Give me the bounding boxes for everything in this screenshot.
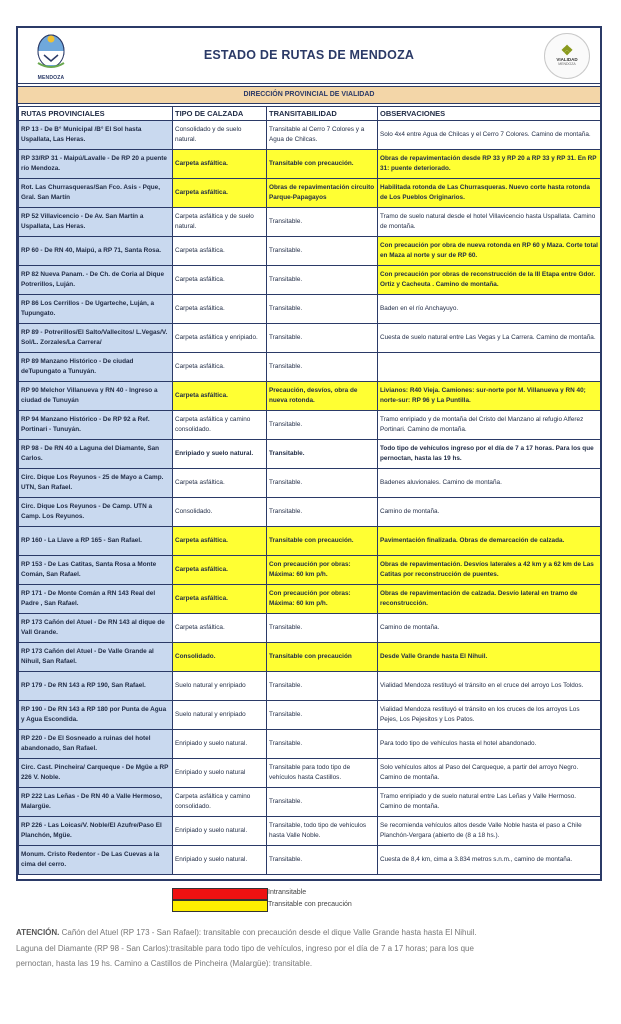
surface-type-cell: Consolidado. [173, 498, 267, 527]
table-row [19, 382, 601, 411]
route-name-cell: RP 153 - De Las Catitas, Santa Rosa a Monte Comán, San Rafael. [19, 556, 173, 585]
route-name-cell: RP 173 Cañón del Atuel - De RN 143 al dique de Vall Grande. [19, 614, 173, 643]
observations-cell: Solo 4x4 entre Agua de Chilcas y el Cerro 7 Colores. Camino de montaña. [378, 121, 601, 150]
observations-cell: Cuesta de suelo natural entre Las Vegas y La Carrera. Camino de montaña. [378, 324, 601, 353]
surface-type-cell: Carpeta asfáltica. [173, 585, 267, 614]
surface-type-cell: Carpeta asfáltica. [173, 295, 267, 324]
table-row [19, 237, 601, 266]
observations-cell: Para todo tipo de vehículos hasta el hotel abandonado. [378, 730, 601, 759]
passability-cell: Transitable. [267, 469, 378, 498]
surface-type-cell: Carpeta asfáltica. [173, 382, 267, 411]
observations-cell [378, 353, 601, 382]
passability-cell: Con precaución por obras: Máxima: 60 km p/h. [267, 556, 378, 585]
passability-cell: Transitable con precaución. [267, 527, 378, 556]
table-row [19, 672, 601, 701]
table-row [19, 498, 601, 527]
route-name-cell: RP 52 Villavicencio - De Av. San Martín a Uspallata, Las Heras. [19, 208, 173, 237]
route-name-cell: RP 190 - De RN 143 a RP 180 por Punta de Agua y Agua Escondida. [19, 701, 173, 730]
observations-cell: Desde Valle Grande hasta El Nihuil. [378, 643, 601, 672]
surface-type-cell: Carpeta asfáltica y camino consolidado. [173, 411, 267, 440]
vialidad-logo-sub: MENDOZA [558, 62, 576, 66]
passability-cell: Transitable. [267, 788, 378, 817]
report-frame [16, 26, 602, 881]
table-row [19, 614, 601, 643]
observations-cell: Se recomienda vehículos altos desde Valle Noble hasta el paso a Chile Planchón-Vergara (abierto de (8 a 18 hs.). [378, 817, 601, 846]
passability-cell: Precaución, desvíos, obra de nueva rotonda. [267, 382, 378, 411]
routes-table [18, 106, 601, 875]
table-row [19, 324, 601, 353]
route-name-cell: RP 82 Nueva Panam. - De Ch. de Coria al Dique Potrerillos, Luján. [19, 266, 173, 295]
passability-cell: Transitable. [267, 353, 378, 382]
route-name-cell: Rot. Las Churrasqueras/San Fco. Asis - Pque, Gral. San Martín [19, 179, 173, 208]
observations-cell: Con precaución por obra de nueva rotonda en RP 60 y Maza. Corte total en Maza al norte y sur de RP 60. [378, 237, 601, 266]
route-name-cell: RP 94 Manzano Histórico - De RP 92 a Ref. Portinari - Tunuyán. [19, 411, 173, 440]
page-title: ESTADO DE RUTAS DE MENDOZA [203, 48, 415, 62]
route-name-cell: RP 160 - La Llave a RP 165 - San Rafael. [19, 527, 173, 556]
table-row [19, 701, 601, 730]
passability-cell: Transitable. [267, 846, 378, 875]
passability-cell: Obras de repavimentación circuito Parque-Papagayos [267, 179, 378, 208]
passability-cell: Con precaución por obras: Máxima: 60 km p/h. [267, 585, 378, 614]
table-row [19, 643, 601, 672]
route-name-cell: RP 173 Cañón del Atuel - De Valle Grande al Nihuil, San Rafael. [19, 643, 173, 672]
route-name-cell: RP 89 Manzano Histórico - De ciudad deTupungato a Tunuyán. [19, 353, 173, 382]
passability-cell: Transitable para todo tipo de vehículos hasta Castillos. [267, 759, 378, 788]
passability-cell: Transitable al Cerro 7 Colores y a Agua de Chilcas. [267, 121, 378, 150]
surface-type-cell: Carpeta asfáltica. [173, 527, 267, 556]
passability-cell: Transitable. [267, 672, 378, 701]
table-row [19, 585, 601, 614]
route-name-cell: RP 179 - De RN 143 a RP 190, San Rafael. [19, 672, 173, 701]
surface-type-cell: Carpeta asfáltica. [173, 614, 267, 643]
route-name-cell: RP 226 - Las Loicas/V. Noble/El Azufre/Paso El Planchón, Mgüe. [19, 817, 173, 846]
table-row [19, 411, 601, 440]
passability-cell: Transitable. [267, 701, 378, 730]
observations-cell: Solo vehículos altos al Paso del Carqueque, a partir del arroyo Negro. Camino de montaña. [378, 759, 601, 788]
observations-cell: Obras de repavimentación desde RP 33 y RP 20 a RP 33 y RP 31. En RP 31: puente deteriorado. [378, 150, 601, 179]
table-row [19, 208, 601, 237]
surface-type-cell: Enripiado y suelo natural. [173, 846, 267, 875]
observations-cell: Tramo enripiado y de suelo natural entre Las Leñas y Valle Hermoso. Camino de montaña. [378, 788, 601, 817]
surface-type-cell: Consolidado y de suelo natural. [173, 121, 267, 150]
mendoza-logo-label: MENDOZA [37, 75, 65, 81]
table-row [19, 469, 601, 498]
surface-type-cell: Enripiado y suelo natural. [173, 817, 267, 846]
attention-label: ATENCIÓN. [16, 928, 60, 937]
passability-cell: Transitable. [267, 324, 378, 353]
observations-cell: Baden en el río Anchayuyo. [378, 295, 601, 324]
surface-type-cell: Suelo natural y enripiado [173, 672, 267, 701]
surface-type-cell: Carpeta asfáltica. [173, 266, 267, 295]
table-row [19, 817, 601, 846]
legend-swatch-red [172, 888, 268, 900]
table-row [19, 150, 601, 179]
column-header-rutas: RUTAS PROVINCIALES [19, 107, 173, 121]
table-row [19, 266, 601, 295]
observations-cell: Habilitada rotonda de Las Churrasqueras. Nuevo corte hasta rotonda de Los Pueblos Originarios. [378, 179, 601, 208]
passability-cell: Transitable. [267, 295, 378, 324]
observations-cell: Con precaución por obras de reconstrucción de la III Etapa entre Gdor. Ortiz y Cacheuta . Camino de montaña. [378, 266, 601, 295]
route-name-cell: Circ. Dique Los Reyunos - 25 de Mayo a Camp. UTN, San Rafael. [19, 469, 173, 498]
observations-cell: Cuesta de 8,4 km, cima a 3.834 metros s.n.m., camino de montaña. [378, 846, 601, 875]
route-name-cell: RP 33/RP 31 - Maipú/Lavalle - De RP 20 a puente río Mendoza. [19, 150, 173, 179]
column-header-observaciones: OBSERVACIONES [378, 107, 601, 121]
column-header-calzada: TIPO DE CALZADA [173, 107, 267, 121]
passability-cell: Transitable con precaución [267, 643, 378, 672]
table-row [19, 730, 601, 759]
surface-type-cell: Enripiado y suelo natural [173, 759, 267, 788]
attention-note [16, 925, 604, 972]
table-row [19, 179, 601, 208]
route-name-cell: Circ. Dique Los Reyunos - De Camp. UTN a Camp. Los Reyunos. [19, 498, 173, 527]
attention-text-3: pernoctan, hasta las 19 hs. Camino a Castillos de Pincheira (Malargüe): transitable. [16, 959, 313, 968]
surface-type-cell: Carpeta asfáltica. [173, 556, 267, 585]
route-name-cell: Monum. Cristo Redentor - De Las Cuevas a la cima del cerro. [19, 846, 173, 875]
route-name-cell: RP 13 - De B° Municipal /B° El Sol hasta Uspallata, Las Heras. [19, 121, 173, 150]
observations-cell: Todo tipo de vehículos ingreso por el día de 7 a 17 horas. Para los que pernoctan, hasta las 19 hs. [378, 440, 601, 469]
attention-text-2: Laguna del Diamante (RP 98 - San Carlos):trasitable para todo tipo de vehículos, ingreso por el día de 7 a 17 horas; para los que [16, 943, 474, 953]
table-row [19, 121, 601, 150]
observations-cell: Vialidad Mendoza restituyó el tránsito en los cruces de los arroyos Los Pejes, Los Pejesitos y Los Patos. [378, 701, 601, 730]
surface-type-cell: Carpeta asfáltica y enripiado. [173, 324, 267, 353]
column-header-transitabilidad: TRANSITABILIDAD [267, 107, 378, 121]
table-header-row [19, 107, 601, 121]
passability-cell: Transitable. [267, 730, 378, 759]
route-name-cell: RP 222 Las Leñas - De RN 40 a Valle Hermoso, Malargüe. [19, 788, 173, 817]
surface-type-cell: Carpeta asfáltica. [173, 150, 267, 179]
passability-cell: Transitable. [267, 614, 378, 643]
table-row [19, 759, 601, 788]
table-row [19, 440, 601, 469]
table-row [19, 353, 601, 382]
observations-cell: Camino de montaña. [378, 498, 601, 527]
report-header [18, 28, 600, 84]
surface-type-cell: Carpeta asfáltica. [173, 469, 267, 498]
surface-type-cell: Carpeta asfáltica. [173, 237, 267, 266]
surface-type-cell: Carpeta asfáltica. [173, 179, 267, 208]
passability-cell: Transitable. [267, 440, 378, 469]
legend-swatch-yellow [172, 900, 268, 912]
route-name-cell: RP 89 - Potrerillos/El Salto/Vallecitos/ L.Vegas/V. Sol/L. Zorzales/La Carrera/ [19, 324, 173, 353]
vialidad-logo [544, 33, 590, 79]
road-icon: ❖ [560, 42, 574, 58]
passability-cell: Transitable. [267, 237, 378, 266]
surface-type-cell: Suelo natural y enripiado [173, 701, 267, 730]
surface-type-cell: Consolidado. [173, 643, 267, 672]
surface-type-cell: Enripiado y suelo natural. [173, 440, 267, 469]
observations-cell: Vialidad Mendoza restituyó el tránsito en el cruce del arroyo Los Toldos. [378, 672, 601, 701]
passability-cell: Transitable. [267, 411, 378, 440]
observations-cell: Badenes aluvionales. Camino de montaña. [378, 469, 601, 498]
observations-cell: Camino de montaña. [378, 614, 601, 643]
vialidad-logo-label: VIALIDAD [556, 57, 578, 62]
observations-cell: Pavimentación finalizada. Obras de demarcación de calzada. [378, 527, 601, 556]
surface-type-cell: Enripiado y suelo natural. [173, 730, 267, 759]
legend-label-intransitable: Intransitable [268, 889, 307, 896]
surface-type-cell: Carpeta asfáltica y de suelo natural. [173, 208, 267, 237]
passability-cell: Transitable. [267, 208, 378, 237]
route-name-cell: RP 60 - De RN 40, Maipú, a RP 71, Santa Rosa. [19, 237, 173, 266]
table-row [19, 788, 601, 817]
observations-cell: Obras de repavimentación. Desvíos laterales a 42 km y a 62 km de Las Catitas por reconstrucción de puentes. [378, 556, 601, 585]
passability-cell: Transitable, todo tipo de vehículos hasta Valle Noble. [267, 817, 378, 846]
route-name-cell: RP 86 Los Cerrillos - De Ugarteche, Luján, a Tupungato. [19, 295, 173, 324]
surface-type-cell: Carpeta asfáltica y camino consolidado. [173, 788, 267, 817]
observations-cell: Obras de repavimentación de calzada. Desvío lateral en tramo de reconstrucción. [378, 585, 601, 614]
route-name-cell: Circ. Cast. Pincheira/ Carqueque - De Mgüe a RP 226 V. Noble. [19, 759, 173, 788]
observations-cell: Tramo de suelo natural desde el hotel Villavicencio hasta Uspallata. Camino de montaña. [378, 208, 601, 237]
table-row [19, 846, 601, 875]
observations-cell: Tramo enripiado y de montaña del Cristo del Manzano al refugio Alferez Portinari. Camino de montaña. [378, 411, 601, 440]
attention-text-1: Cañón del Atuel (RP 173 - San Rafael): transitable con precaución desde el dique Valle Grande hasta hasta El Nihuil. [59, 928, 477, 937]
table-row [19, 295, 601, 324]
route-name-cell: RP 98 - De RN 40 a Laguna del Diamante, San Carlos. [19, 440, 173, 469]
agency-banner: DIRECCIÓN PROVINCIAL DE VIALIDAD [18, 86, 600, 104]
route-name-cell: RP 220 - De El Sosneado a ruinas del hotel abandonado, San Rafael. [19, 730, 173, 759]
surface-type-cell: Carpeta asfáltica. [173, 353, 267, 382]
table-row [19, 527, 601, 556]
passability-cell: Transitable con precaución. [267, 150, 378, 179]
route-name-cell: RP 171 - De Monte Comán a RN 143 Real del Padre , San Rafael. [19, 585, 173, 614]
route-name-cell: RP 90 Melchor Villanueva y RN 40 - Ingreso a ciudad de Tunuyán [19, 382, 173, 411]
passability-cell: Transitable. [267, 498, 378, 527]
legend-label-precaucion: Transitable con precaución [268, 901, 352, 908]
observations-cell: Livianos: R40 Vieja. Camiones: sur-norte por M. Villanueva y RN 40; norte-sur: RP 96 y La Puntilla. [378, 382, 601, 411]
passability-cell: Transitable. [267, 266, 378, 295]
table-row [19, 556, 601, 585]
